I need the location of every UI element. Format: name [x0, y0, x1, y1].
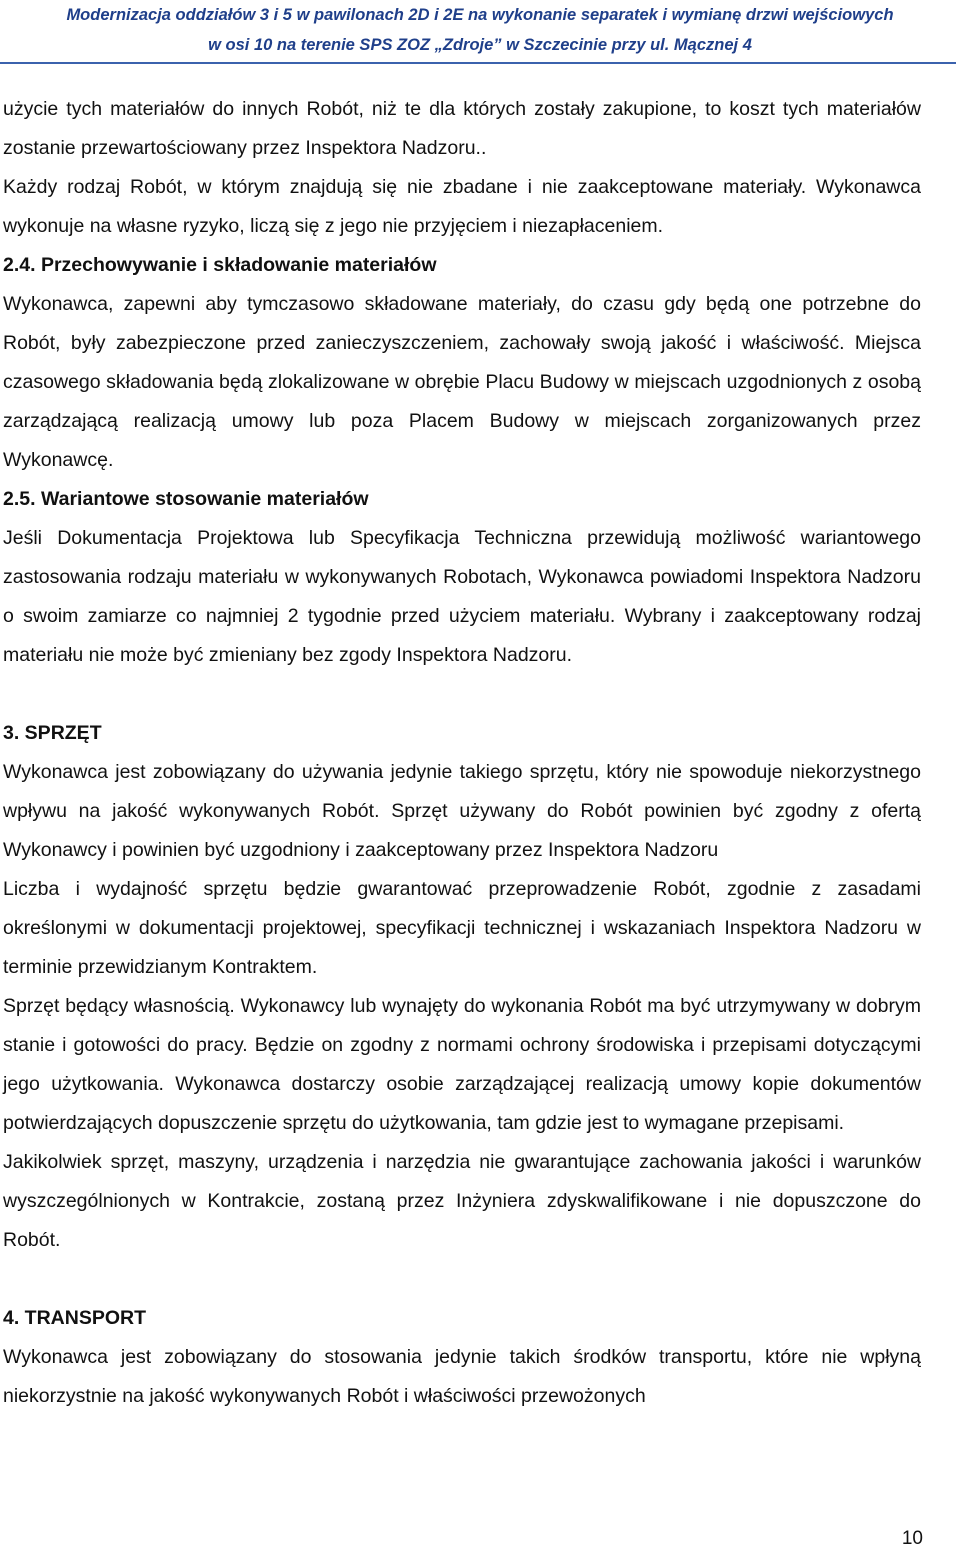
section-heading-2-4: 2.4. Przechowywanie i składowanie materiałów	[3, 254, 437, 276]
paragraph-3d: Jakikolwiek sprzęt, maszyny, urządzenia i narzędzia nie gwarantujące zachowania jakości i warunków wyszczególnionych w Kontrakcie, zostaną przez Inżyniera zdyskwalifikowane i nie dopuszczone do Robót.	[3, 1151, 921, 1251]
paragraph-spacer	[3, 675, 921, 714]
header-title-line-1: Modernizacja oddziałów 3 i 5 w pawilonach 2D i 2E na wykonanie separatek i wymianę drzwi wejściowych	[66, 6, 894, 24]
page-number: 10	[901, 1528, 923, 1549]
paragraph-2-4: Wykonawca, zapewni aby tymczasowo składowane materiały, do czasu gdy będą one potrzebne do Robót, były zabezpieczone przed zanieczyszczeniem, zachowały swoją jakość i właściwość. Miejsca czasowego składowania będą zlokalizowane w obrębie Placu Budowy w miejscach uzgodnionych z osobą zarządzającą realizacją umowy lub poza Placem Budowy w miejscach zorganizowanych przez Wykonawcę.	[3, 293, 921, 471]
header-title-line-2: w osi 10 na terenie SPS ZOZ „Zdroje” w Szczecinie przy ul. Mącznej 4	[208, 36, 752, 54]
document-body	[3, 90, 921, 1416]
paragraph-4: Wykonawca jest zobowiązany do stosowania jedynie takich środków transportu, które nie wpłyną niekorzystnie na jakość wykonywanych Robót i właściwości przewożonych	[3, 1346, 921, 1407]
paragraph-spacer	[3, 1260, 921, 1299]
section-heading-4: 4. TRANSPORT	[3, 1307, 147, 1329]
paragraph-intro: użycie tych materiałów do innych Robót, niż te dla których zostały zakupione, to koszt tych materiałów zostanie przewartościowany przez Inspektora Nadzoru..	[3, 98, 921, 159]
paragraph-3c: Sprzęt będący własnością. Wykonawcy lub wynajęty do wykonania Robót ma być utrzymywany w dobrym stanie i gotowości do pracy. Będzie on zgodny z normami ochrony środowiska i przepisami dotyczącymi jego użytkowania. Wykonawca dostarczy osobie zarządzającej realizacją umowy kopie dokumentów potwierdzających dopuszczenie sprzętu do użytkowania, tam gdzie jest to wymagane przepisami.	[3, 995, 921, 1134]
header-divider	[0, 62, 956, 64]
paragraph-3b: Liczba i wydajność sprzętu będzie gwarantować przeprowadzenie Robót, zgodnie z zasadami określonymi w dokumentacji projektowej, specyfikacji technicznej i wskazaniach Inspektora Nadzoru w terminie przewidzianym Kontraktem.	[3, 878, 921, 978]
section-heading-3: 3. SPRZĘT	[3, 722, 102, 744]
page-header	[0, 0, 960, 60]
paragraph-intro-2: Każdy rodzaj Robót, w którym znajdują się nie zbadane i nie zaakceptowane materiały. Wykonawca wykonuje na własne ryzyko, liczą się z jego nie przyjęciem i niezapłaceniem.	[3, 176, 921, 237]
paragraph-2-5: Jeśli Dokumentacja Projektowa lub Specyfikacja Techniczna przewidują możliwość wariantowego zastosowania rodzaju materiału w wykonywanych Robotach, Wykonawca powiadomi Inspektora Nadzoru o swoim zamiarze co najmniej 2 tygodnie przed użyciem materiału. Wybrany i zaakceptowany rodzaj materiału nie może być zmieniany bez zgody Inspektora Nadzoru.	[3, 527, 921, 666]
section-heading-2-5: 2.5. Wariantowe stosowanie materiałów	[3, 488, 369, 510]
paragraph-3a: Wykonawca jest zobowiązany do używania jedynie takiego sprzętu, który nie spowoduje niekorzystnego wpływu na jakość wykonywanych Robót. Sprzęt używany do Robót powinien być zgodny z ofertą Wykonawcy i powinien być uzgodniony i zaakceptowany przez Inspektora Nadzoru	[3, 761, 921, 861]
